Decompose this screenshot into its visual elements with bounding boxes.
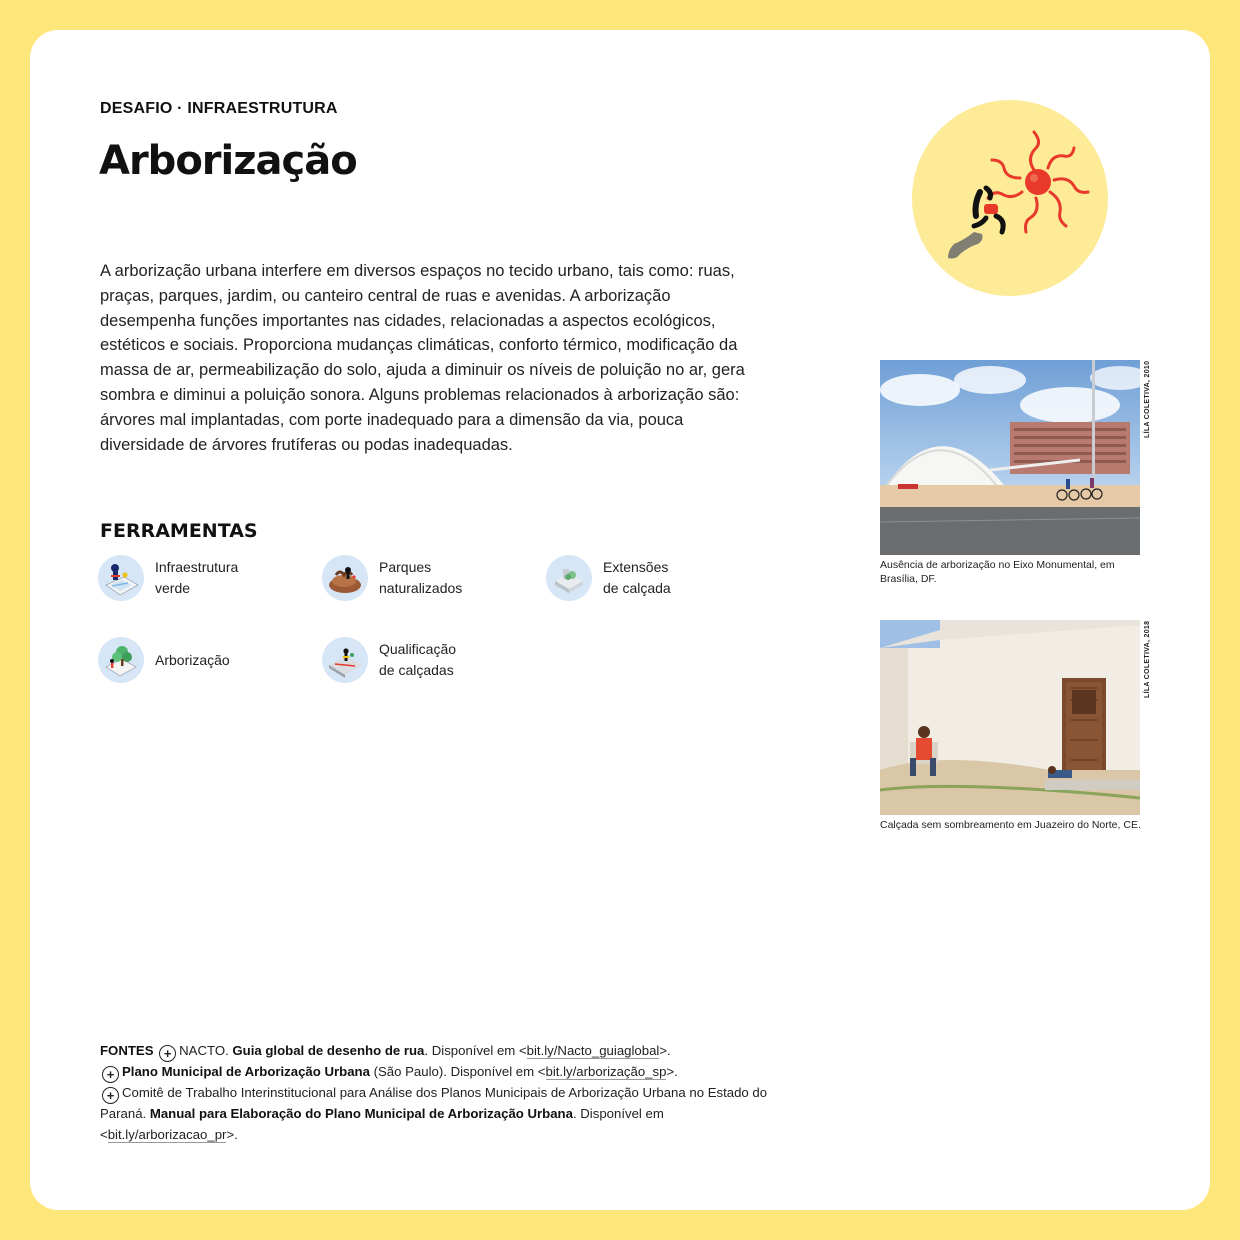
- source-text: >.: [666, 1064, 678, 1079]
- tool-label-line2: verde: [155, 580, 191, 596]
- source-title: Plano Municipal de Arborização Urbana: [122, 1064, 370, 1079]
- plus-icon[interactable]: +: [102, 1087, 119, 1104]
- tool-green-infrastructure[interactable]: [98, 555, 298, 601]
- tool-label-line1: Parques: [379, 559, 432, 575]
- section-kicker: DESAFIO · INFRAESTRUTURA: [100, 100, 338, 117]
- source-link[interactable]: bit.ly/Nacto_guiaglobal: [526, 1043, 660, 1058]
- source-link[interactable]: bit.ly/arborização_sp: [545, 1064, 667, 1079]
- sidewalk-extension-icon: [546, 555, 592, 601]
- naturalized-park-icon: [322, 555, 368, 601]
- plus-icon[interactable]: +: [159, 1045, 176, 1062]
- plus-icon[interactable]: +: [102, 1066, 119, 1083]
- photo-eixo-monumental: [880, 360, 1140, 555]
- tool-label-line1: Infraestrutura: [155, 559, 239, 575]
- sources-block: [100, 1041, 790, 1146]
- tool-naturalized-parks[interactable]: [322, 555, 522, 601]
- tool-label-line2: de calçada: [603, 580, 671, 596]
- source-text: . Disponível em <: [100, 1106, 664, 1142]
- source-text: . Disponível em <: [424, 1043, 527, 1058]
- tool-label-line2: de calçadas: [379, 662, 454, 678]
- source-title: Guia global de desenho de rua: [232, 1043, 425, 1058]
- tool-label-line1: Extensões: [603, 559, 669, 575]
- tool-label-line1: Qualificação: [379, 641, 457, 657]
- content-card: [30, 30, 1210, 1210]
- source-text: (São Paulo). Disponível em <: [369, 1064, 546, 1079]
- tree-planting-icon: [98, 637, 144, 683]
- source-title: Manual para Elaboração do Plano Municipal de Arborização Urbana: [149, 1106, 573, 1121]
- sidewalk-quality-icon: [322, 637, 368, 683]
- photo-credit: LÍLA COLETIVA, 2010: [1144, 360, 1151, 438]
- photo-juazeiro-sidewalk: [880, 620, 1140, 815]
- tool-label-line2: naturalizados: [379, 580, 463, 596]
- tool-tree-planting[interactable]: [98, 637, 298, 683]
- tool-sidewalk-extensions[interactable]: [546, 555, 746, 601]
- green-infrastructure-icon: [98, 555, 144, 601]
- sources-label: FONTES: [100, 1043, 154, 1058]
- sun-illustration: [912, 100, 1108, 296]
- intro-paragraph: A arborização urbana interfere em diversos espaços no tecido urbano, tais como: ruas, praças, parques, jardim, ou canteiro central de ruas e avenidas. A arborização desempenha funções importantes nas cidades, relacionadas a aspectos ecológicos, estéticos e sociais. Proporciona mudanças climáticas, conforto térmico, modificação da massa de ar, permeabilização do solo, ajuda a diminuir os níveis de poluição no ar, gera sombra e diminui a poluição sonora. Alguns problemas relacionados à arborização são: árvores mal implantadas, com porte inadequado para a dimensão da via, pouca diversidade de árvores frutíferas ou podas inadequadas.: [100, 262, 745, 454]
- source-text: NACTO.: [179, 1043, 233, 1058]
- page-title: Arborização: [99, 138, 357, 184]
- tool-label-line1: Arborização: [155, 651, 230, 668]
- photo-caption: Ausência de arborização no Eixo Monumental, em Brasília, DF.: [880, 559, 1115, 585]
- source-text: >.: [226, 1126, 238, 1142]
- source-link[interactable]: bit.ly/arborizacao_pr: [107, 1126, 227, 1142]
- tool-sidewalk-qualification[interactable]: [322, 637, 522, 683]
- tools-heading: FERRAMENTAS: [100, 520, 258, 542]
- photo-caption: Calçada sem sombreamento em Juazeiro do Norte, CE.: [880, 819, 1141, 831]
- source-text: Comitê de Trabalho Interinstitucional para Análise dos Planos Municipais de Arborização Urbana no Estado do Paraná.: [100, 1085, 768, 1121]
- source-text: >.: [659, 1043, 671, 1058]
- sun-heat-icon: [912, 100, 1108, 296]
- photo-credit: LÍLA COLETIVA, 2018: [1144, 620, 1151, 698]
